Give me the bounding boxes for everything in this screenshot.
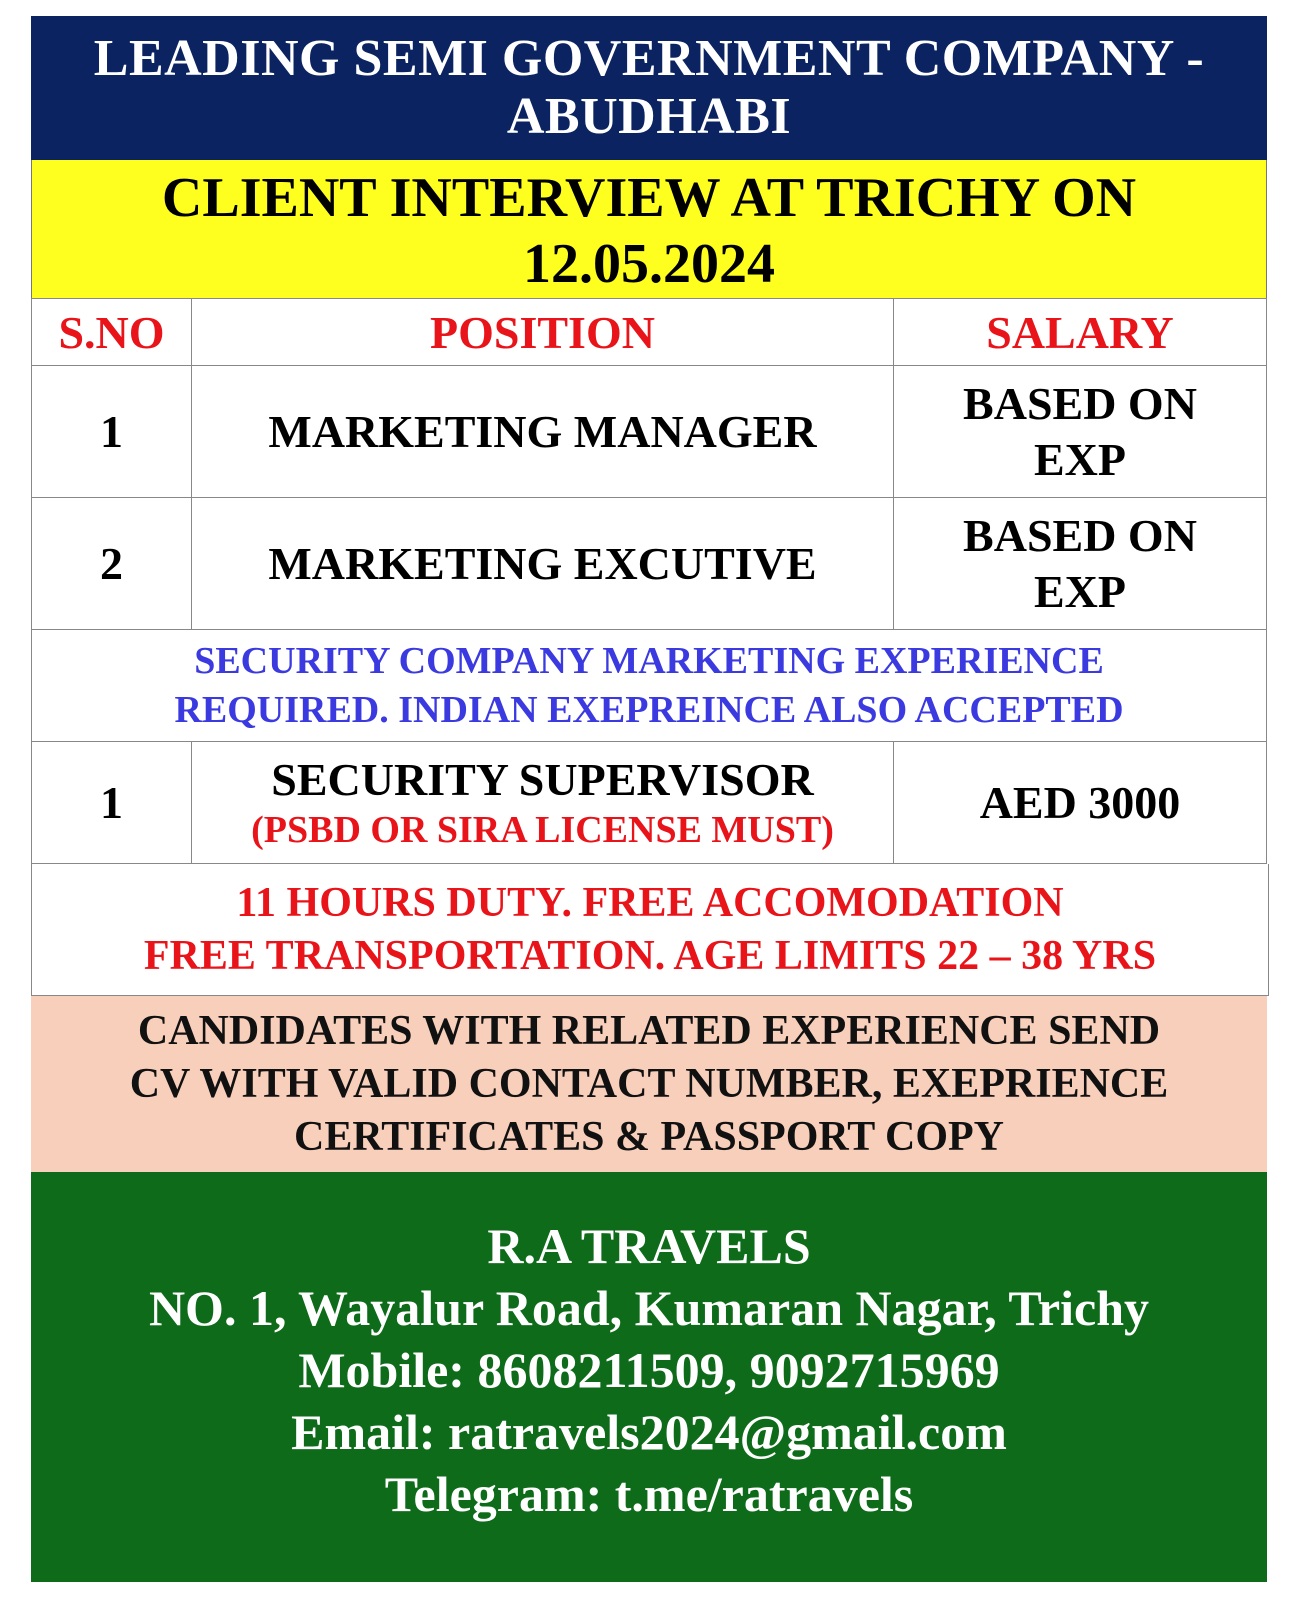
table-row xyxy=(31,366,1267,498)
table-header-row xyxy=(31,298,1267,366)
salary-line-1: BASED ON xyxy=(963,377,1197,429)
license-requirement: (PSBD OR SIRA LICENSE MUST) xyxy=(251,808,834,851)
row-salary: AED 3000 xyxy=(979,776,1181,828)
row-sno: 2 xyxy=(32,498,192,629)
row-position xyxy=(192,742,894,863)
table-row xyxy=(31,742,1267,864)
apply-line-1: CANDIDATES WITH RELATED EXPERIENCE SEND xyxy=(137,1007,1161,1054)
column-header-sno: S.NO xyxy=(32,299,192,365)
benefits-note xyxy=(31,864,1269,996)
column-header-position: POSITION xyxy=(192,299,894,365)
interview-banner xyxy=(31,160,1267,298)
agency-mobile: Mobile: 8608211509, 9092715969 xyxy=(298,1342,1000,1398)
apply-line-2: CV WITH VALID CONTACT NUMBER, EXEPRIENCE xyxy=(129,1060,1169,1107)
interview-date: 12.05.2024 xyxy=(523,233,775,295)
row-salary xyxy=(894,498,1266,629)
salary-line-2: EXP xyxy=(1034,565,1126,617)
marketing-note-line-2: REQUIRED. INDIAN EXEPREINCE ALSO ACCEPTED xyxy=(174,688,1124,731)
apply-line-3: CERTIFICATES & PASSPORT COPY xyxy=(294,1113,1004,1160)
salary-line-2: EXP xyxy=(1034,433,1126,485)
marketing-experience-note xyxy=(31,630,1267,742)
row-sno: 1 xyxy=(32,366,192,497)
row-position: MARKETING MANAGER xyxy=(192,366,894,497)
header-line-2: ABUDHABI xyxy=(506,88,792,145)
interview-line-1: CLIENT INTERVIEW AT TRICHY ON xyxy=(161,167,1137,229)
agency-telegram: Telegram: t.me/ratravels xyxy=(384,1466,914,1522)
row-sno: 1 xyxy=(32,742,192,863)
header-line-1: LEADING SEMI GOVERNMENT COMPANY - xyxy=(93,30,1205,87)
marketing-note-line-1: SECURITY COMPANY MARKETING EXPERIENCE xyxy=(194,639,1104,682)
row-position: MARKETING EXCUTIVE xyxy=(192,498,894,629)
benefits-line-1: 11 HOURS DUTY. FREE ACCOMODATION xyxy=(236,879,1064,926)
agency-address: NO. 1, Wayalur Road, Kumaran Nagar, Trichy xyxy=(148,1280,1150,1336)
benefits-line-2: FREE TRANSPORTATION. AGE LIMITS 22 – 38 YRS xyxy=(143,932,1157,979)
agency-email: Email: ratravels2024@gmail.com xyxy=(291,1404,1007,1460)
job-flyer xyxy=(31,16,1267,1582)
table-row xyxy=(31,498,1267,630)
company-header xyxy=(31,16,1267,160)
application-instructions xyxy=(31,996,1267,1172)
agency-name: R.A TRAVELS xyxy=(487,1218,811,1274)
column-header-salary: SALARY xyxy=(986,306,1174,358)
salary-line-1: BASED ON xyxy=(963,509,1197,561)
contact-block xyxy=(31,1172,1267,1582)
position-title: SECURITY SUPERVISOR xyxy=(271,753,814,805)
row-salary xyxy=(894,366,1266,497)
